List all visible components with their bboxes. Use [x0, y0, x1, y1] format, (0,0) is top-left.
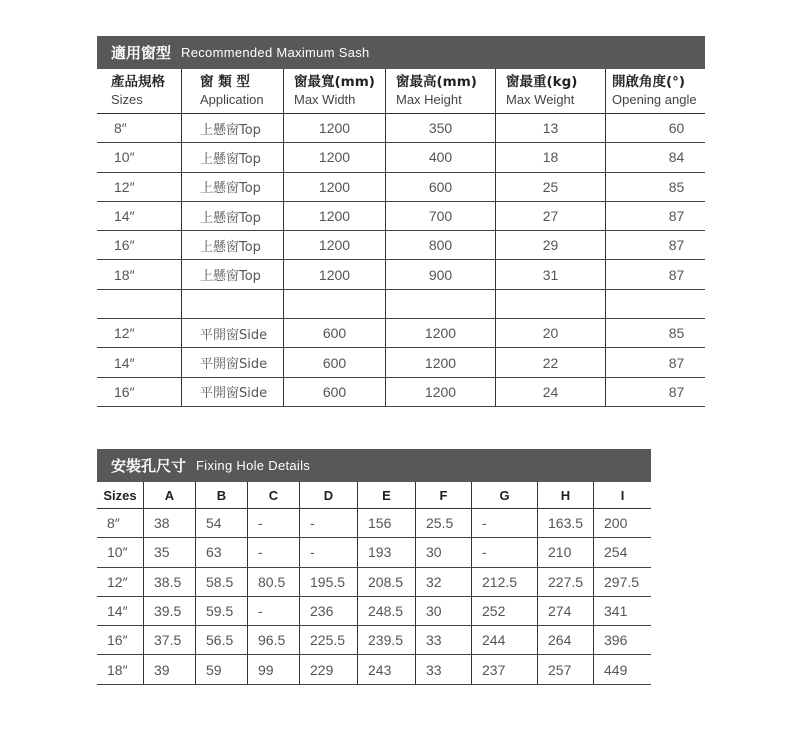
holes-cell-e: 156 [357, 509, 415, 537]
holes-table-row [97, 655, 651, 684]
holes-cell-c: - [247, 509, 299, 537]
holes-cell-b: 58.5 [195, 568, 247, 596]
holes-cell-a: 39.5 [143, 597, 195, 625]
sash-cell-max-weight: 29 [495, 231, 605, 259]
sash-table-row [97, 143, 705, 172]
header-cn: 開啟角度(°) [612, 74, 686, 90]
sash-cell-application: 上懸窗Top [181, 173, 283, 201]
holes-cell-f: 33 [415, 655, 471, 683]
sash-cell-application: 上懸窗Top [181, 202, 283, 230]
holes-title-cn: 安裝孔尺寸 [111, 457, 187, 475]
holes-cell-sizes: 18″ [107, 661, 128, 678]
sash-cell-application: 上懸窗Top [181, 143, 283, 171]
sash-cell-max-weight [495, 290, 605, 318]
holes-cell-d: - [299, 509, 357, 537]
header-en: Application [200, 92, 264, 107]
sash-section-title [97, 36, 705, 69]
sash-cell-max-weight: 13 [495, 114, 605, 142]
sash-cell-max-height: 1200 [385, 348, 495, 376]
holes-cell-c: 99 [247, 655, 299, 683]
holes-header-h: H [537, 482, 593, 508]
sash-table-row [97, 348, 705, 377]
holes-cell-i: 297.5 [593, 568, 651, 596]
header-en: Opening angle [612, 92, 697, 107]
sash-cell-opening-angle: 87 [605, 202, 705, 230]
holes-table-row [97, 597, 651, 626]
sash-table-row [97, 202, 705, 231]
sash-header-row [97, 69, 705, 114]
sash-cell-opening-angle: 87 [605, 231, 705, 259]
header-cn: 窗最寬(mm) [294, 74, 375, 90]
holes-cell-i: 254 [593, 538, 651, 566]
sash-title-en: Recommended Maximum Sash [181, 45, 370, 60]
holes-table-body [97, 509, 651, 685]
sash-header-max-height [385, 69, 495, 113]
sash-cell-max-height: 350 [385, 114, 495, 142]
holes-header-c: C [247, 482, 299, 508]
holes-cell-h: 264 [537, 626, 593, 654]
holes-cell-b: 59 [195, 655, 247, 683]
sash-cell-application: 平開窗Side [181, 319, 283, 347]
holes-cell-e: 239.5 [357, 626, 415, 654]
sash-cell-application: 上懸窗Top [181, 114, 283, 142]
holes-cell-sizes: 12″ [107, 573, 128, 590]
sash-cell-max-height: 600 [385, 173, 495, 201]
sash-cell-max-height: 800 [385, 231, 495, 259]
sash-table-body [97, 114, 705, 407]
sash-cell-size: 16″ [114, 237, 135, 254]
sash-cell-application: 上懸窗Top [181, 260, 283, 288]
holes-cell-h: 257 [537, 655, 593, 683]
holes-cell-a: 38.5 [143, 568, 195, 596]
sash-cell-max-weight: 24 [495, 378, 605, 406]
holes-cell-d: 229 [299, 655, 357, 683]
sash-cell-max-height: 1200 [385, 378, 495, 406]
header-cn: 窗 類 型 [200, 74, 250, 90]
holes-cell-i: 341 [593, 597, 651, 625]
holes-cell-d: 195.5 [299, 568, 357, 596]
sash-table [97, 69, 705, 407]
holes-cell-g: 237 [471, 655, 537, 683]
holes-cell-sizes: 10″ [107, 544, 128, 561]
header-en: Max Height [396, 92, 462, 107]
holes-table-row [97, 626, 651, 655]
holes-cell-f: 32 [415, 568, 471, 596]
sash-cell-max-height [385, 290, 495, 318]
sash-cell-size: 16″ [114, 383, 135, 400]
holes-cell-f: 33 [415, 626, 471, 654]
sash-cell-size: 10″ [114, 149, 135, 166]
holes-cell-e: 193 [357, 538, 415, 566]
holes-cell-g: 252 [471, 597, 537, 625]
sash-cell-max-width: 600 [283, 319, 385, 347]
sash-cell-max-weight: 22 [495, 348, 605, 376]
sash-cell-max-width: 600 [283, 378, 385, 406]
sash-cell-opening-angle: 85 [605, 173, 705, 201]
holes-table [97, 482, 651, 685]
sash-cell-max-weight: 31 [495, 260, 605, 288]
sash-table-row [97, 173, 705, 202]
sash-cell-size: 12″ [114, 178, 135, 195]
holes-cell-b: 63 [195, 538, 247, 566]
header-en: Sizes [111, 92, 143, 107]
header-en: Max Width [294, 92, 356, 107]
sash-cell-opening-angle: 87 [605, 348, 705, 376]
holes-cell-g: - [471, 509, 537, 537]
holes-header-f: F [415, 482, 471, 508]
sash-cell-max-width: 1200 [283, 202, 385, 230]
holes-cell-c: - [247, 538, 299, 566]
sash-cell-application: 平開窗Side [181, 378, 283, 406]
holes-cell-sizes: 14″ [107, 603, 128, 620]
holes-cell-g: 244 [471, 626, 537, 654]
header-cn: 窗最重(kg) [506, 74, 578, 90]
holes-cell-h: 227.5 [537, 568, 593, 596]
holes-cell-a: 37.5 [143, 626, 195, 654]
holes-title-en: Fixing Hole Details [196, 458, 311, 473]
sash-cell-opening-angle [605, 290, 705, 318]
sash-cell-opening-angle: 87 [605, 260, 705, 288]
holes-cell-a: 35 [143, 538, 195, 566]
sash-cell-max-height: 1200 [385, 319, 495, 347]
holes-cell-b: 56.5 [195, 626, 247, 654]
holes-table-row [97, 568, 651, 597]
holes-cell-i: 449 [593, 655, 651, 683]
sash-cell-size: 12″ [114, 325, 135, 342]
sash-cell-opening-angle: 84 [605, 143, 705, 171]
holes-cell-d: - [299, 538, 357, 566]
holes-cell-e: 208.5 [357, 568, 415, 596]
holes-cell-i: 200 [593, 509, 651, 537]
holes-cell-c: 80.5 [247, 568, 299, 596]
sash-cell-max-width: 1200 [283, 114, 385, 142]
sash-title-cn: 適用窗型 [111, 44, 172, 62]
sash-cell-opening-angle: 60 [605, 114, 705, 142]
holes-header-i: I [593, 482, 651, 508]
sash-header-sizes [97, 69, 181, 113]
sash-cell-max-height: 700 [385, 202, 495, 230]
sash-cell-application [181, 290, 283, 318]
holes-cell-f: 30 [415, 538, 471, 566]
sash-cell-max-width: 1200 [283, 173, 385, 201]
header-cn: 產品規格 [111, 74, 165, 90]
holes-cell-g: - [471, 538, 537, 566]
holes-table-row [97, 509, 651, 538]
holes-cell-f: 30 [415, 597, 471, 625]
sash-table-row [97, 319, 705, 348]
sash-cell-size: 8″ [114, 120, 127, 137]
holes-cell-d: 236 [299, 597, 357, 625]
sash-cell-max-height: 400 [385, 143, 495, 171]
holes-table-row [97, 538, 651, 567]
holes-header-d: D [299, 482, 357, 508]
holes-cell-e: 248.5 [357, 597, 415, 625]
sash-table-row [97, 378, 705, 407]
holes-cell-h: 163.5 [537, 509, 593, 537]
holes-cell-b: 54 [195, 509, 247, 537]
sash-cell-max-width [283, 290, 385, 318]
sash-cell-application: 平開窗Side [181, 348, 283, 376]
sash-cell-max-weight: 25 [495, 173, 605, 201]
holes-cell-sizes: 8″ [107, 515, 120, 532]
holes-cell-h: 274 [537, 597, 593, 625]
sash-table-row [97, 260, 705, 289]
sash-cell-max-width: 1200 [283, 143, 385, 171]
holes-cell-a: 38 [143, 509, 195, 537]
sash-cell-size: 14″ [114, 208, 135, 225]
sash-table-row [97, 114, 705, 143]
holes-cell-g: 212.5 [471, 568, 537, 596]
sash-cell-size [97, 290, 181, 318]
holes-cell-c: - [247, 597, 299, 625]
holes-cell-e: 243 [357, 655, 415, 683]
holes-cell-c: 96.5 [247, 626, 299, 654]
holes-header-row [97, 482, 651, 509]
sash-cell-size: 18″ [114, 266, 135, 283]
header-en: Max Weight [506, 92, 575, 107]
sash-cell-max-weight: 20 [495, 319, 605, 347]
sash-header-application [181, 69, 283, 113]
sash-cell-max-weight: 18 [495, 143, 605, 171]
holes-cell-h: 210 [537, 538, 593, 566]
sash-table-row [97, 290, 705, 319]
sash-cell-application: 上懸窗Top [181, 231, 283, 259]
sash-cell-max-weight: 27 [495, 202, 605, 230]
holes-section-title [97, 449, 651, 482]
sash-cell-max-width: 600 [283, 348, 385, 376]
holes-header-e: E [357, 482, 415, 508]
sash-cell-max-width: 1200 [283, 231, 385, 259]
holes-cell-i: 396 [593, 626, 651, 654]
sash-cell-opening-angle: 85 [605, 319, 705, 347]
holes-cell-d: 225.5 [299, 626, 357, 654]
sash-header-max-width [283, 69, 385, 113]
sash-header-max-weight [495, 69, 605, 113]
holes-header-b: B [195, 482, 247, 508]
sash-cell-max-height: 900 [385, 260, 495, 288]
sash-cell-size: 14″ [114, 354, 135, 371]
sash-header-opening-angle [605, 69, 705, 113]
holes-header-g: G [471, 482, 537, 508]
header-cn: 窗最高(mm) [396, 74, 477, 90]
holes-header-a: A [143, 482, 195, 508]
sash-cell-max-width: 1200 [283, 260, 385, 288]
holes-cell-a: 39 [143, 655, 195, 683]
holes-header-sizes: Sizes [103, 487, 137, 503]
sash-table-row [97, 231, 705, 260]
holes-cell-b: 59.5 [195, 597, 247, 625]
holes-cell-f: 25.5 [415, 509, 471, 537]
holes-cell-sizes: 16″ [107, 632, 128, 649]
sash-cell-opening-angle: 87 [605, 378, 705, 406]
